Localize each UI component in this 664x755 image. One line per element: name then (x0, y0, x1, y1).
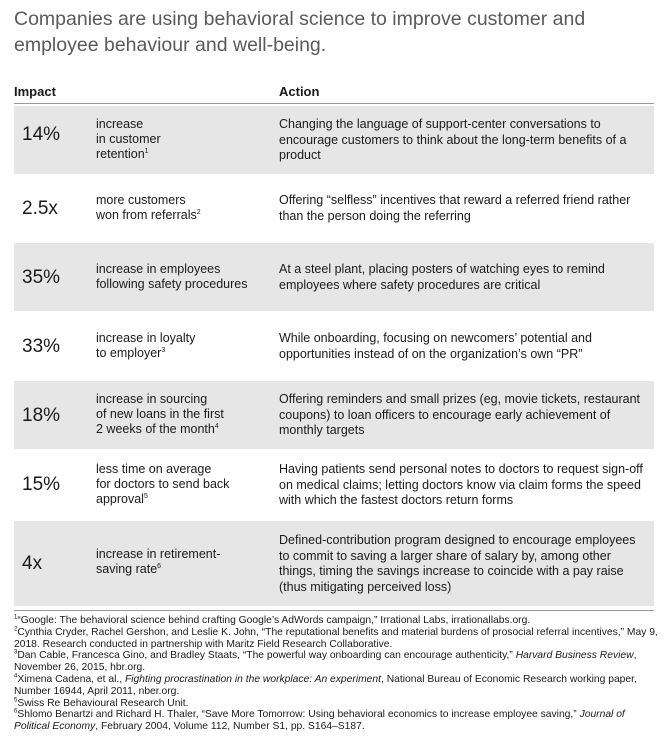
footnote-number: 3 (14, 649, 18, 656)
footnote-ref: 2 (196, 208, 201, 216)
footnote-ref: 3 (161, 346, 166, 354)
impact-description (96, 331, 266, 361)
impact-text: increase in customer retention (96, 117, 161, 161)
action-text: At a steel plant, placing posters of watching eyes to remind employees where safety procedures are critical (279, 262, 605, 292)
footnote-text-end: , November 26, 2015, hbr.org. (14, 650, 637, 674)
impact-text: more customers won from referrals (96, 193, 197, 222)
footnote (14, 709, 659, 733)
footnote-ref: 1 (144, 147, 149, 155)
header-divider (14, 103, 654, 104)
impact-description (96, 392, 266, 437)
table-row (14, 450, 654, 520)
impact-text: increase in loyalty to employer (96, 331, 196, 360)
table-row (14, 521, 654, 606)
table-row (14, 106, 654, 174)
table-row (14, 174, 654, 242)
impact-description (96, 262, 266, 292)
footnote (14, 698, 659, 710)
action-text: While onboarding, focusing on newcomers’ potential and opportunities instead of on the organization’s own “PR” (279, 331, 592, 361)
footnote-number: 2 (14, 626, 18, 633)
footnote-ref: 5 (143, 492, 148, 500)
action-text: Having patients send personal notes to doctors to request sign-off on medical claims; letting doctors know via claim forms the speed with which the fastest doctors return forms (279, 462, 643, 507)
action-column-header: Action (279, 84, 320, 99)
table-row (14, 312, 654, 380)
footnote-text: “Google: The behavioral science behind crafting Google’s AdWords campaign,” Irrational Labs, irrationallabs.org. (17, 615, 531, 626)
action-text: Changing the language of support-center conversations to encourage customers to think about the long-term benefits of a product (279, 117, 627, 162)
footnote-text: Ximena Cadena, et al., (17, 673, 125, 685)
footnote-number: 6 (14, 708, 18, 715)
footnote-number: 5 (14, 697, 18, 704)
impact-column-header: Impact (14, 84, 56, 99)
impact-value: 35% (22, 267, 61, 288)
impact-text: increase in retirement- saving rate (96, 547, 221, 576)
footnote-text: Shlomo Benartzi and Richard H. Thaler, “Save More Tomorrow: Using behavioral economics to increase employee saving,” (17, 709, 580, 721)
action-text: Defined-contribution program designed to encourage employees to commit to saving a larger share of salary by, among other things, timing the savings increase to coincide with a pay raise (thus mitigating perceived loss) (279, 533, 636, 594)
footnote-divider (14, 610, 654, 611)
footnote (14, 615, 659, 627)
impact-value: 15% (22, 474, 61, 495)
footnote-text-end: , National Bureau of Economic Research working paper, Number 16944, April 2011, nber.org. (14, 673, 637, 697)
footnote-ref: 6 (157, 562, 162, 570)
impact-text: increase in sourcing of new loans in the first 2 weeks of the month (96, 392, 224, 436)
footnote-publication: Fighting procrastination in the workplace: An experiment (124, 673, 381, 685)
footnotes (14, 615, 659, 733)
footnote (14, 627, 659, 651)
impact-description (96, 117, 266, 162)
impact-value: 33% (22, 336, 61, 357)
footnote-number: 4 (14, 673, 18, 680)
footnote-publication: Journal of Political Economy (14, 709, 625, 733)
impact-description (96, 462, 266, 507)
page-title: Companies are using behavioral science to improve customer and employee behaviour and well-being. (14, 8, 586, 56)
footnote-text-end: , February 2004, Volume 112, Number S1, pp. S164–S187. (95, 721, 365, 733)
impact-description (96, 193, 266, 223)
footnote-text: Cynthia Cryder, Rachel Gershon, and Leslie K. John, “The reputational benefits and material burdens of prosocial referral incentives,” May 9, 2018. Research conducted in partnership with Maritz Field Research Collaborative. (14, 626, 658, 650)
impact-value: 4x (22, 553, 43, 574)
impact-text: less time on average for doctors to send back approval (96, 462, 230, 506)
impact-value: 2.5x (22, 198, 58, 219)
footnote-text: Swiss Re Behavioural Research Unit. (17, 697, 189, 709)
footnote (14, 674, 659, 698)
impact-value: 14% (22, 124, 61, 145)
footnote (14, 650, 659, 674)
action-text: Offering “selfless” incentives that reward a referred friend rather than the person doing the referring (279, 193, 631, 223)
impact-value: 18% (22, 405, 61, 426)
table-row (14, 381, 654, 449)
action-text: Offering reminders and small prizes (eg, movie tickets, restaurant coupons) to loan officers to encourage early achievement of monthly targets (279, 392, 641, 437)
footnote-publication: Harvard Business Review (515, 650, 634, 662)
impact-description (96, 547, 266, 577)
footnote-number: 1 (14, 614, 18, 621)
impact-text: increase in employees following safety procedures (96, 262, 248, 291)
table-row (14, 243, 654, 311)
footnote-text: Dan Cable, Francesca Gino, and Bradley Staats, “The powerful way onboarding can encourage authenticity,” (17, 650, 516, 662)
footnote-ref: 4 (214, 422, 219, 430)
